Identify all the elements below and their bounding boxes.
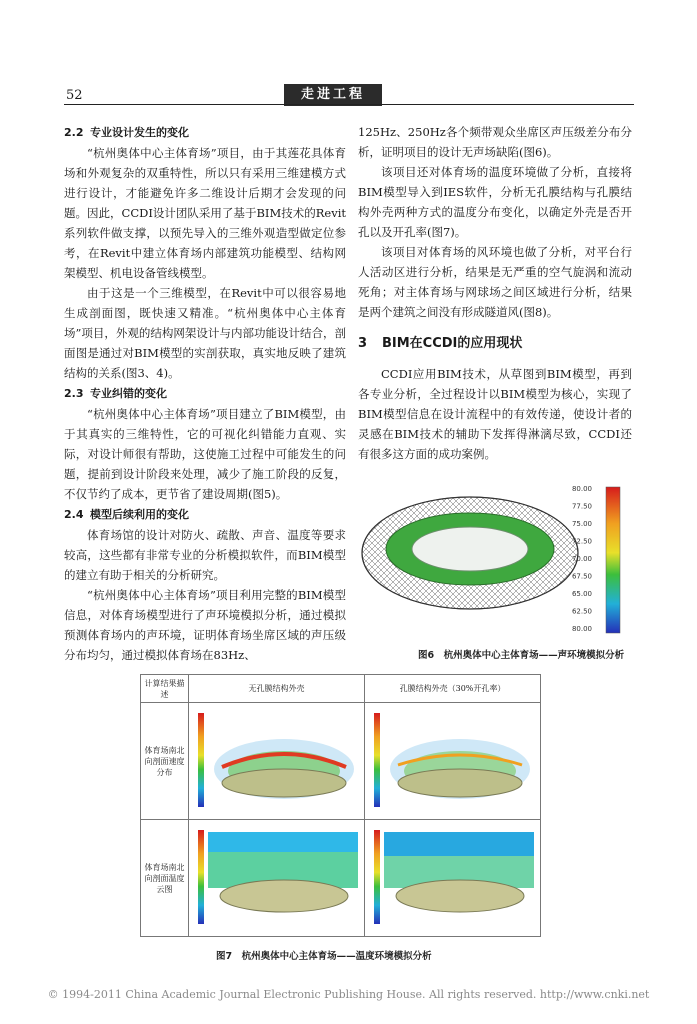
- paragraph: 由于这是一个三维模型，在Revit中可以很容易地生成剖面图，既快速又精准。“杭州奥体中心主体育场”项目，外观的结构网架设计与内部功能设计结合，剖面图是通过对BIM模型的实剖获取，真实地反映了建筑结构的关系(图3、4)。: [64, 286, 346, 380]
- paragraph: CCDI应用BIM技术，从草图到BIM模型，再到各专业分析，全过程设计以BIM模型为核心，实现了BIM模型信息在设计流程中的有效传递，使设计者的灵感在BIM技术的辅助下发挥得淋漓尽致，CCDI还有很多这方面的成功案例。: [358, 367, 632, 461]
- paragraph: “杭州奥体中心主体育场”项目利用完整的BIM模型信息，对体育场模型进行了声环境模拟分析，通过模拟预测体育场内的声环境，证明体育场坐席区域的声压级分布均匀，通过模拟体育场在83Hz、: [64, 588, 346, 662]
- row-header-temperature: 体育场南北向剖面温度云图: [141, 820, 189, 937]
- legend-tick-label: 70.00: [571, 555, 592, 563]
- header-rule: [64, 104, 634, 105]
- temperature-plot-b: [365, 820, 541, 937]
- section-3-heading: 3 BIM在CCDI的应用现状: [358, 336, 523, 351]
- paragraph: “杭州奥体中心主体育场”项目，由于其莲花具体育场和外观复杂的双重特性，所以只有采用三维建模方式进行设计，才能避免许多二维设计后期才会发现的问题。因此，CCDI设计团队采用了基于BIM技术的Revit系列软件做支撑，以预先导入的三维外观造型做定位参考，在Revit中建立体育场内部建筑功能模型、结构网架模型、机电设备管线模型。: [64, 146, 346, 280]
- paragraph: 该项目对体育场的风环境也做了分析，对平台行人活动区进行分析，结果是无严重的空气旋涡和流动死角；对主体育场与网球场之间区域进行分析，结果是两个建筑之间没有形成隧道风(图8)。: [358, 245, 632, 319]
- figure-6: [360, 483, 632, 635]
- figure-7-table: [140, 674, 541, 937]
- color-legend-bar: [606, 487, 620, 633]
- section-2-3-heading: 2.3 专业纠错的变化: [64, 387, 167, 400]
- paragraph: 体育场馆的设计对防火、疏散、声音、温度等要求较高，这些都有非常专业的分析模拟软件，而BIM模型的建立有助于相关的分析研究。: [64, 528, 346, 582]
- section-2-2-heading: 2.2 专业设计发生的变化: [64, 126, 189, 139]
- figure-6-caption: 图6 杭州奥体中心主体育场——声环境模拟分析: [418, 650, 625, 661]
- section-2-4-heading: 2.4 模型后续利用的变化: [64, 508, 189, 521]
- stadium-acoustic-render: [360, 483, 632, 635]
- legend-tick-label: 77.50: [571, 502, 592, 511]
- paragraph: 该项目还对体育场的温度环境做了分析，直接将BIM模型导入到IES软件，分析无孔膜结构与孔膜结构外壳两种方式的温度分布变化，以确定外壳是否开孔以及开孔率(图7)。: [358, 165, 632, 239]
- figure-7: [140, 674, 540, 936]
- left-column: [64, 122, 346, 665]
- field: [412, 527, 528, 571]
- velocity-plot-a: [189, 703, 365, 820]
- column-header-holes: 孔膜结构外壳（30%开孔率）: [365, 675, 541, 703]
- legend-tick-label: 72.50: [571, 537, 592, 546]
- corner-cell: 计算结果描述: [141, 675, 189, 703]
- column-header-no-holes: 无孔膜结构外壳: [189, 675, 365, 703]
- legend-tick-label: 75.00: [571, 520, 592, 528]
- paragraph: 125Hz、250Hz各个频带观众坐席区声压级差分布分析，证明项目的设计无声场缺陷(图6)。: [358, 125, 632, 159]
- figure-7-caption: 图7 杭州奥体中心主体育场——温度环境模拟分析: [216, 951, 432, 962]
- legend-tick-label: 65.00: [571, 590, 592, 598]
- legend-tick-label: 62.50: [571, 607, 592, 616]
- paragraph: “杭州奥体中心主体育场”项目建立了BIM模型，由于其真实的三维特性，它的可视化纠错能力直观、实际，对设计师很有帮助，这使施工过程中可能发生的问题，提前到设计阶段来处理，减少了施工阶段的反复，不仅节约了成本，更节省了建设周期(图5)。: [64, 407, 346, 501]
- page-number: 52: [66, 88, 83, 103]
- legend-tick-label: 80.00: [571, 485, 592, 493]
- legend-tick-label: 67.50: [571, 572, 592, 581]
- color-legend-labels: [572, 485, 592, 633]
- right-column: [358, 122, 632, 464]
- copyright-footer: © 1994-2011 China Academic Journal Electronic Publishing House. All rights reserved. http://www.cnki.net: [47, 988, 650, 1001]
- row-header-velocity: 体育场南北向剖面速度分布: [141, 703, 189, 820]
- legend-tick-label: 80.00: [571, 625, 592, 633]
- section-header: 走进工程: [284, 84, 382, 106]
- temperature-plot-a: [189, 820, 365, 937]
- velocity-plot-b: [365, 703, 541, 820]
